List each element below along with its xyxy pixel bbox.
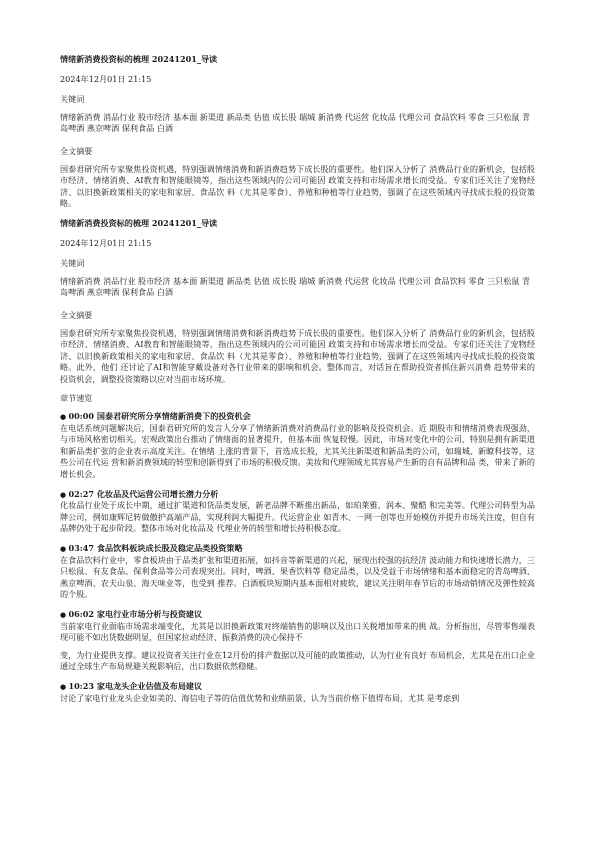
chapter-body: 在电话系统问题解决后，国泰君研究所的发言人分享了情绪新消费对消费品行业的影响及投资机会。近 期股市和情绪消费表现强劲，与市场风格密切相关。宏观政策出台推动了情绪面的显著提升，但基本面 恢复较慢。因此，市场对变化中的公司，特别是拥有新渠道和新品类扩张的企业表示高度关注。在情绪 上涨的背景下，首选成长股，尤其关注新渠道和新品类的公司，如瑞城、新瞭科技等，这些公司在代运 营和新消费领域的转型和创新得到了市场的积极反馈。美妆和代理领域尤其容易产生新的自有品牌和品 类，带来了新的增长机会。 [60, 422, 535, 480]
keywords-text: 情绪新消费 消品行业 股市经济 基本面 新渠道 新品类 估值 成长股 瑞城 新消费 代运营 化妆品 代理公司 食品饮料 零食 三只松鼠 青岛啤酒 燕京啤酒 保利食品 白酒 [60, 111, 531, 134]
chapter-section [60, 489, 535, 535]
summary-text: 国泰君研究所专家聚焦投资机遇，特别强调情绪消费和新消费趋势下成长股的重要性。他们深入分析了 消费品行业的新机会，包括股市经济、情绪消费、AI教育和智能眼镜等，指出这些领域内的公司可能因 政策支持和市场需求增长而受益。专家们还关注了宠物经济、以旧换新政策相关的家电和家居、食品饮 料（尤其是零食）、养殖和种植等行业趋势，强调了在这些领域内寻找成长股的投资策略。 [60, 163, 535, 209]
chapter-body: 化妆品行业处于成长中期，通过扩渠道和货品类发展，新老品牌不断推出新品，如珀莱雅、润本、聚酷 和完美等。代理公司转型为品牌公司，例如康辉尼转做傲护高端产品，实现利润大幅提升。代运营企业 如青木、一网一创等也开始模仿并提升市场关注度，但自有品牌仍处于起步阶段。整体市场对化妆品及 代理业务的转型和增长持积极态度。 [60, 500, 535, 534]
chapter-body: 讨论了家电行业龙头企业如美的、海信电子等的估值优势和业绩前景，认为当前价格下值得布局，尤其 是考虑到 [60, 692, 460, 703]
keywords-heading: 关键词 [60, 94, 85, 105]
doc-title: 情绪新消费投资标的梳理 20241201_导读 [60, 54, 218, 64]
chapter-section [60, 681, 535, 704]
chapter-section [60, 543, 535, 601]
chapter-section [60, 411, 535, 481]
chapters-heading: 章节速览 [60, 393, 93, 404]
chapter-section [60, 609, 535, 673]
summary-heading: 全文摘要 [60, 145, 93, 156]
keywords-heading-repeat: 关键词 [60, 258, 85, 269]
chapter-heading: ● 03:47 食品饮料板块成长股及稳定品类投资策略 [60, 543, 535, 555]
doc-title-repeat: 情绪新消费投资标的梳理 20241201_导读 [60, 217, 218, 228]
doc-date: 2024年12月01日 21:15 [60, 73, 152, 84]
chapter-heading: ● 06:02 家电行业市场分析与投资建议 [60, 609, 535, 621]
chapter-heading: ● 02:27 化妆品及代运营公司增长潜力分析 [60, 489, 535, 501]
keywords-text-repeat: 情绪新消费 消品行业 股市经济 基本面 新渠道 新品类 估值 成长股 瑞城 新消费 代运营 化妆品 代理公司 食品饮料 零食 三只松鼠 青岛啤酒 燕京啤酒 保利食品 白酒 [60, 275, 531, 298]
chapter-heading: ● 10:23 家电龙头企业估值及布局建议 [60, 681, 535, 693]
doc-date-repeat: 2024年12月01日 21:15 [60, 237, 152, 248]
chapter-body: 当前家电行业面临市场需求端变化，尤其是以旧换新政策对终端销售的影响以及出口关税增加带来的挑 战。分析指出，尽管零售端表现可能不如出货数据明显，但国家拉动经济、振救消费的决心保持不 [60, 620, 535, 643]
chapter-heading: ● 00:00 国泰君研究所分享情绪新消费下的投资机会 [60, 411, 535, 423]
summary-heading-repeat: 全文摘要 [60, 309, 93, 320]
summary-text-repeat: 国泰君研究所专家聚焦投资机遇，特别强调情绪消费和新消费趋势下成长股的重要性。他们深入分析了 消费品行业的新机会，包括股市经济、情绪消费、AI教育和智能眼镜等，指出这些领域内的公司可能因 政策支持和市场需求增长而受益。专家们还关注了宠物经济、以旧换新政策相关的家电和家居、食品饮 料（尤其是零食）、养殖和种植等行业趋势，强调了在这些领域内寻找成长股的投资策略。此外，他们 还讨论了AI和智能穿戴设备对各行业带来的影响和机会。整体而言，对话旨在帮助投资者抓住新兴消费 趋势带来的投资机会，调整投资策略以应对当前市场环境。 [60, 327, 535, 384]
chapter-body-continued: 变，为行业提供支撑。建议投资者关注行业在12月份的排产数据以及可能的政策推动，认为行业有良好 布局机会，尤其是在出口企业通过全球生产布局规避关税影响后，出口数据依然稳健。 [60, 649, 535, 672]
chapter-body: 在食品饮料行业中，零食板块由于品类扩张和渠道拓展，如抖音等新渠道的兴起，展现出较强的抗经济 波动能力和快速增长潜力，三只松鼠、有友食品、保利食品等公司表现突出。同时，啤酒、果香饮料等 稳定品类，以及受益于市场情绪和基本面稳定的青岛啤酒、燕京啤酒、农夫山泉、海天味业等，也受到 推荐。白酒板块短期内基本面相对疲软，建议关注明年春节后的市场动销情况及弹性较高的个股。 [60, 554, 535, 600]
